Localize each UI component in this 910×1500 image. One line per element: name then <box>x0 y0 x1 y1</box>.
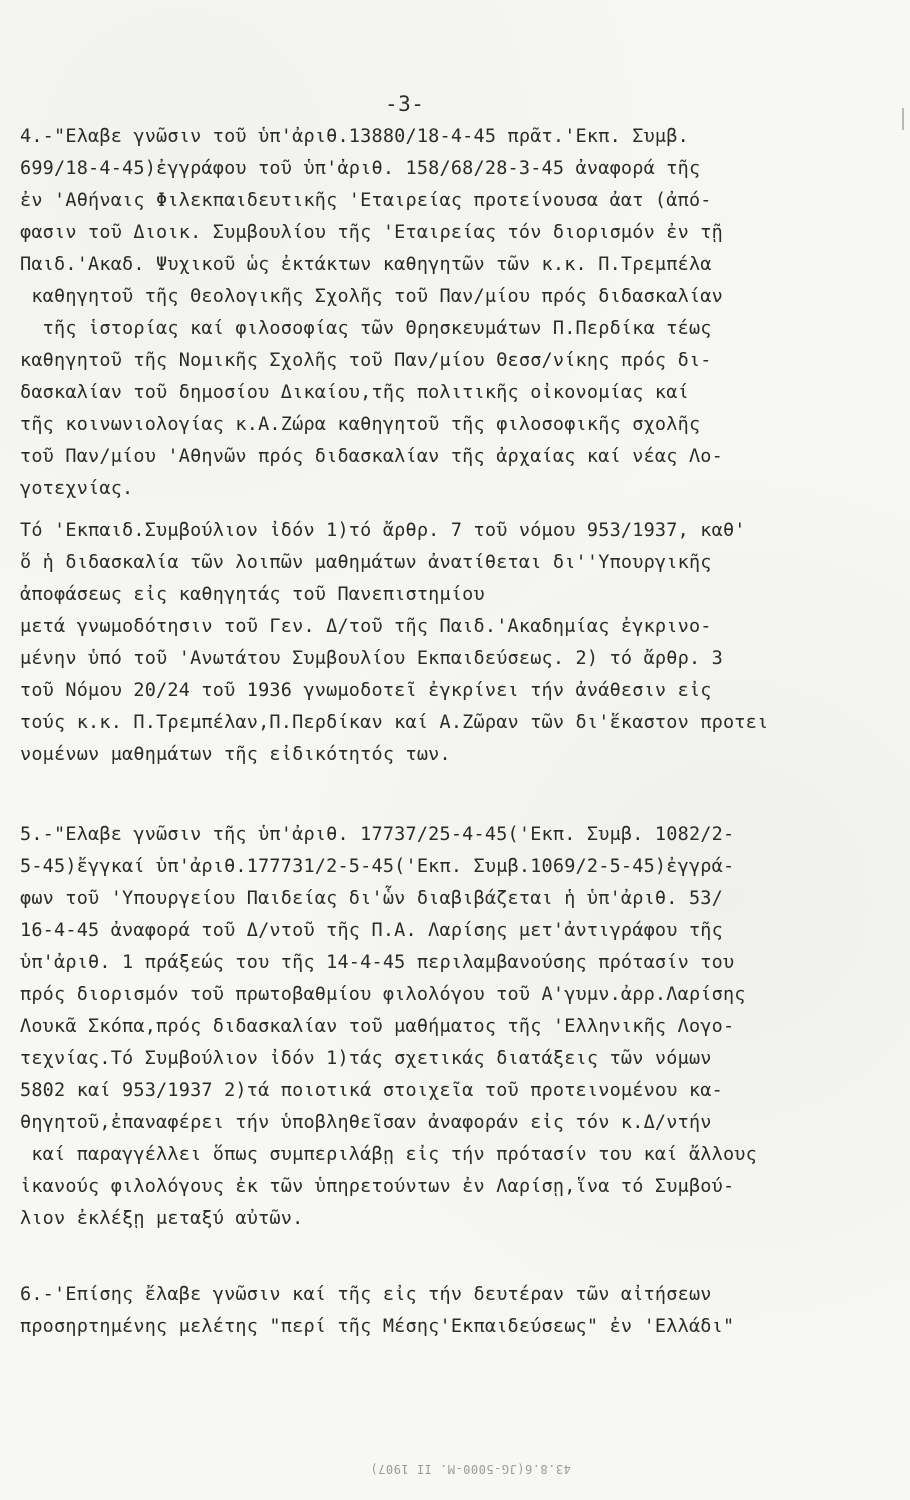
text-line-23: φων τοῦ 'Υπουργείου Παιδείας δι'ὧν διαβιβάζεται ἡ ὑπ'ἀριθ. 53/ <box>20 888 723 909</box>
text-line-29: 5802 καί 953/1937 2)τά ποιοτικά στοιχεῖα τοῦ προτεινομένου κα- <box>20 1080 723 1101</box>
text-line-33: λιον ἐκλέξῃ μεταξύ αὐτῶν. <box>20 1208 304 1229</box>
text-line-32: ἱκανούς φιλολόγους ἐκ τῶν ὑπηρετούντων ἐν Λαρίσῃ,ἵνα τό Συμβού- <box>20 1176 735 1197</box>
text-line-25: ὑπ'ἀριθ. 1 πράξεώς του τῆς 14-4-45 περιλαμβανούσης πρότασίν του <box>20 952 735 973</box>
text-line-11: τοῦ Παν/μίου 'Αθηνῶν πρός διδασκαλίαν τῆς ἀρχαίας καί νέας Λο- <box>20 446 723 467</box>
text-line-5: Παιδ.'Ακαδ. Ψυχικοῦ ὡς ἐκτάκτων καθηγητῶν τῶν κ.κ. Π.Τρεμπέλα <box>20 254 712 275</box>
text-line-28: τεχνίας.Τό Συμβούλιον ἰδόν 1)τάς σχετικάς διατάξεις τῶν νόμων <box>20 1048 712 1069</box>
text-line-34: 6.-'Επίσης ἔλαβε γνῶσιν καί τῆς εἰς τήν δευτέραν τῶν αἰτήσεων <box>20 1284 712 1305</box>
text-line-7: τῆς ἱστορίας καί φιλοσοφίας τῶν Θρησκευμάτων Π.Περδίκα τέως <box>20 318 712 339</box>
text-line-21: 5.-"Ελαβε γνῶσιν τῆς ὑπ'ἀριθ. 17737/25-4-45('Εκπ. Συμβ. 1082/2- <box>20 824 735 845</box>
bottom-print-mark: 43.8.6(JG-5000-M. II 1907) <box>370 1462 571 1476</box>
text-line-16: μετά γνωμοδότησιν τοῦ Γεν. Δ/τοῦ τῆς Παιδ.'Ακαδημίας ἐγκρινο- <box>20 616 712 637</box>
text-line-9: δασκαλίαν τοῦ δημοσίου Δικαίου,τῆς πολιτικῆς οἰκονομίας καί <box>20 382 689 403</box>
text-line-24: 16-4-45 ἀναφορά τοῦ Δ/ντοῦ τῆς Π.Α. Λαρίσης μετ'ἀντιγράφου τῆς <box>20 920 723 941</box>
text-line-13: Τό 'Εκπαιδ.Συμβούλιον ἰδόν 1)τό ἄρθρ. 7 τοῦ νόμου 953/1937, καθ' <box>20 520 746 541</box>
text-line-2: 699/18-4-45)ἐγγράφου τοῦ ὑπ'ἀριθ. 158/68/28-3-45 ἀναφορά τῆς <box>20 158 701 179</box>
text-line-17: μένην ὑπό τοῦ 'Ανωτάτου Συμβουλίου Εκπαιδεύσεως. 2) τό ἄρθρ. 3 <box>20 648 723 669</box>
text-line-8: καθηγητοῦ τῆς Νομικῆς Σχολῆς τοῦ Παν/μίου Θεσσ/νίκης πρός δι- <box>20 350 712 371</box>
text-line-3: ἐν 'Αθήναις Φιλεκπαιδευτικῆς 'Εταιρείας προτείνουσα ἀατ (ἀπό- <box>20 190 712 211</box>
text-line-1: 4.-"Ελαβε γνῶσιν τοῦ ὑπ'ἀριθ.13880/18-4-45 πρᾶτ.'Εκπ. Συμβ. <box>20 126 689 147</box>
text-line-10: τῆς κοινωνιολογίας κ.Α.Ζώρα καθηγητοῦ τῆς φιλοσοφικῆς σχολῆς <box>20 414 701 435</box>
text-line-19: τούς κ.κ. Π.Τρεμπέλαν,Π.Περδίκαν καί Α.Ζῶραν τῶν δι'ἕκαστον προτει <box>20 712 769 733</box>
text-line-20: νομένων μαθημάτων τῆς εἰδικότητός των. <box>20 744 451 765</box>
text-line-22: 5-45)ἔγγκαί ὑπ'ἀριθ.177731/2-5-45('Εκπ. Συμβ.1069/2-5-45)ἐγγρά- <box>20 856 735 877</box>
text-line-6: καθηγητοῦ τῆς Θεολογικῆς Σχολῆς τοῦ Παν/μίου πρός διδασκαλίαν <box>20 286 723 307</box>
text-line-26: πρός διορισμόν τοῦ πρωτοβαθμίου φιλολόγου τοῦ Α'γυμν.ἀρρ.Λαρίσης <box>20 984 746 1005</box>
text-line-4: φασιν τοῦ Διοικ. Συμβουλίου τῆς 'Εταιρείας τόν διορισμόν ἐν τῇ <box>20 222 723 243</box>
text-line-12: γοτεχνίας. <box>20 478 134 499</box>
page-number: -3- <box>385 92 425 116</box>
text-line-27: Λουκᾶ Σκόπα,πρός διδασκαλίαν τοῦ μαθήματος τῆς 'Ελληνικῆς Λογο- <box>20 1016 735 1037</box>
text-line-35: προσηρτημένης μελέτης "περί τῆς Μέσης'Εκπαιδεύσεως" ἐν 'Ελλάδι" <box>20 1316 735 1337</box>
text-line-30: θηγητοῦ,ἐπαναφέρει τήν ὑποβληθεῖσαν ἀναφοράν εἰς τόν κ.Δ/ντήν <box>20 1112 712 1133</box>
text-line-18: τοῦ Νόμου 20/24 τοῦ 1936 γνωμοδοτεῖ ἐγκρίνει τήν ἀνάθεσιν εἰς <box>20 680 712 701</box>
text-line-15: ἀποφάσεως εἰς καθηγητάς τοῦ Πανεπιστημίου <box>20 584 485 605</box>
text-line-14: ὅ ἡ διδασκαλία τῶν λοιπῶν μαθημάτων ἀνατίθεται δι''Υπουργικῆς <box>20 552 712 573</box>
text-line-31: καί παραγγέλλει ὅπως συμπεριλάβῃ εἰς τήν πρότασίν του καί ἄλλους <box>20 1144 757 1165</box>
